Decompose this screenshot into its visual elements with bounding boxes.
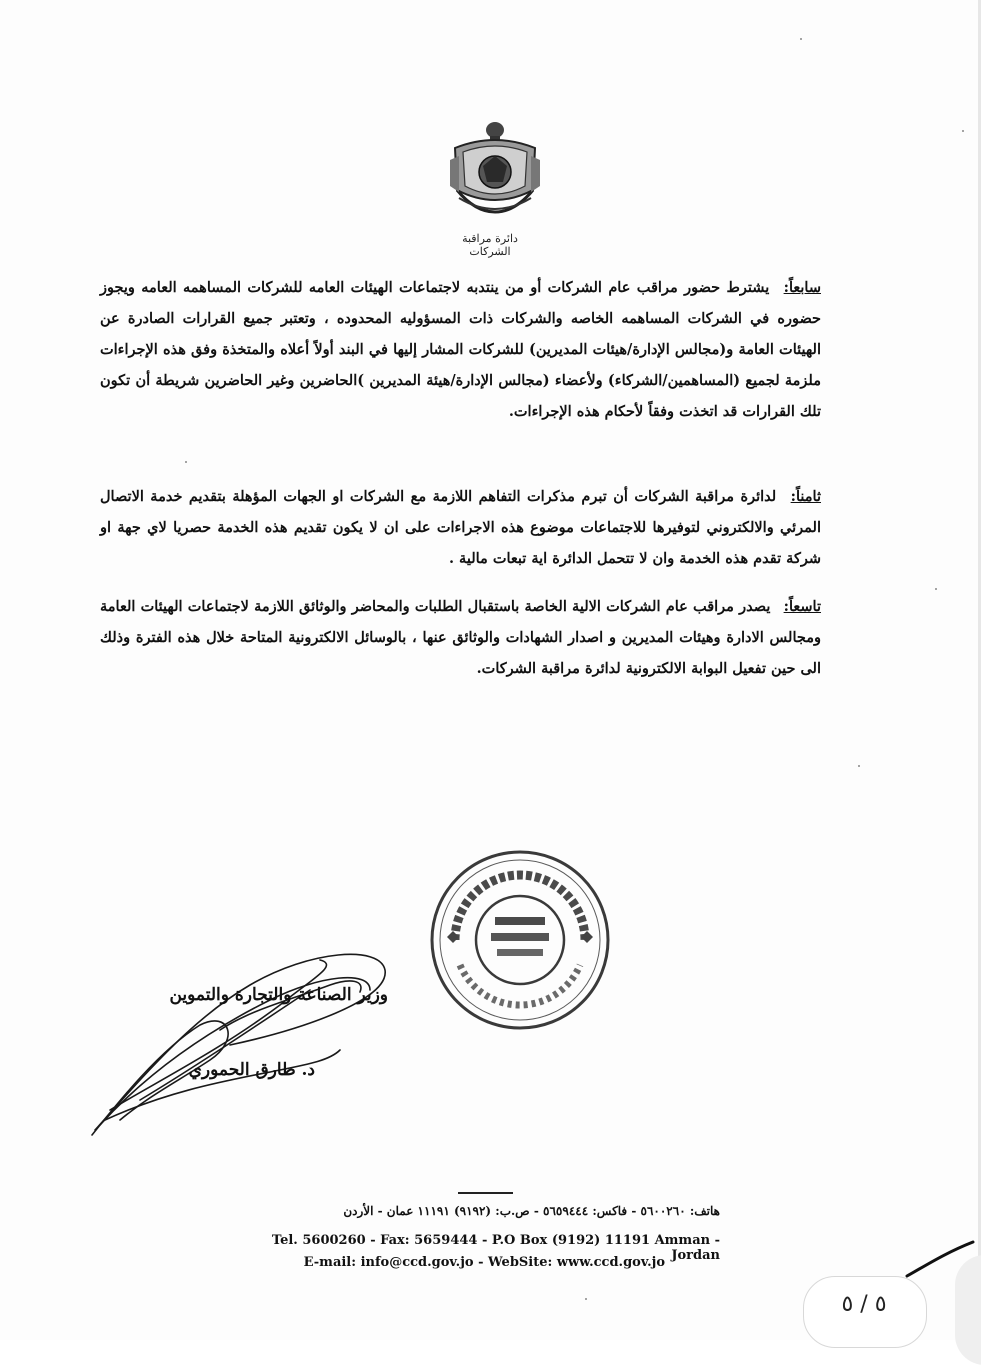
handwritten-signature [80,930,400,1140]
footer-arabic-contact: هاتف: ٥٦٠٠٢٦٠ - فاكس: ٥٦٥٩٤٤٤ - ص.ب: (٩١٩٢) ١١١٩١ عمان - الأردن [343,1204,720,1218]
minister-title: وزير الصناعة والتجارة والتموين [169,985,388,1005]
scan-speck [935,588,937,590]
paragraph-ninth-heading: تاسعاً: [783,598,821,615]
footer-email-line: E-mail: info@ccd.gov.jo - WebSite: www.ccd.gov.jo [303,1255,665,1270]
paragraph-eighth [100,481,821,574]
page-indicator-text: ٥ / ٥ [841,1292,887,1317]
scan-speck [962,130,964,132]
footer-divider [458,1192,513,1194]
scan-speck [858,765,860,767]
paragraph-ninth [100,591,821,684]
official-seal-stamp [425,845,615,1035]
paragraph-seventh [100,272,821,427]
footer-contact-line: Tel. 5600260 - Fax: 5659444 - P.O Box (9192) 11191 Amman - Jordan [271,1233,720,1263]
minister-name: د. طارق الحموري [188,1060,315,1080]
department-caption: دائرة مراقبة الشركات [462,232,518,258]
paragraph-eighth-heading: ثامناً: [790,488,821,505]
coat-of-arms-emblem [445,120,545,225]
paragraph-ninth-text: يصدر مراقب عام الشركات الالية الخاصة باستقبال الطلبات والمحاضر والوثائق اللازمة لاجتماعات الهيئات العامة ومجالس الادارة وهيئات المديرين و اصدار الشهادات والوثائق عنها ، بالوسائل الالكترونية المتاحة خلال هذه الفترة وذلك الى حين تفعيل البوابة الالكترونية لدائرة مراقبة الشركات. [100,598,821,677]
scan-speck [585,1298,587,1300]
scroll-edge-shadow [955,1255,981,1365]
paragraph-eighth-text: لدائرة مراقبة الشركات أن تبرم مذكرات التفاهم اللازمة مع الشركات او الجهات المؤهلة بتقديم خدمة الاتصال المرئي والالكتروني لتوفيرها للاجتماعات موضوع هذه الاجراءات على ان لا يكون تقديم هذه الخدمة حصريا لاي جهة او شركة تقدم هذه الخدمة وان لا تتحمل الدائرة اية تبعات مالية . [100,488,821,567]
paragraph-seventh-text: يشترط حضور مراقب عام الشركات أو من ينتدبه لاجتماعات الهيئات العامه للشركات المساهمه العامه ويجوز حضوره في الشركات المساهمه الخاصه والشركات ذات المسؤوليه المحدوده ، وتعتبر جميع القرارات الصادرة عن الهيئات العامة و(مجالس الإدارة/هيئات المديرين) للشركات المشار إليها في البند أولاً أعلاه والمتخذة وفق هذه الإجراءات ملزمة لجميع (المساهمين/الشركاء) ولأعضاء (مجالس الإدارة/هيئة المديرين )الحاضرين وغير الحاضرين شريطة أن تكون تلك القرارات قد اتخذت وفقاً لأحكام هذه الإجراءات. [100,279,821,420]
scan-speck [185,461,187,463]
scan-speck [800,38,802,40]
paragraph-seventh-heading: سابعاً: [783,279,821,296]
